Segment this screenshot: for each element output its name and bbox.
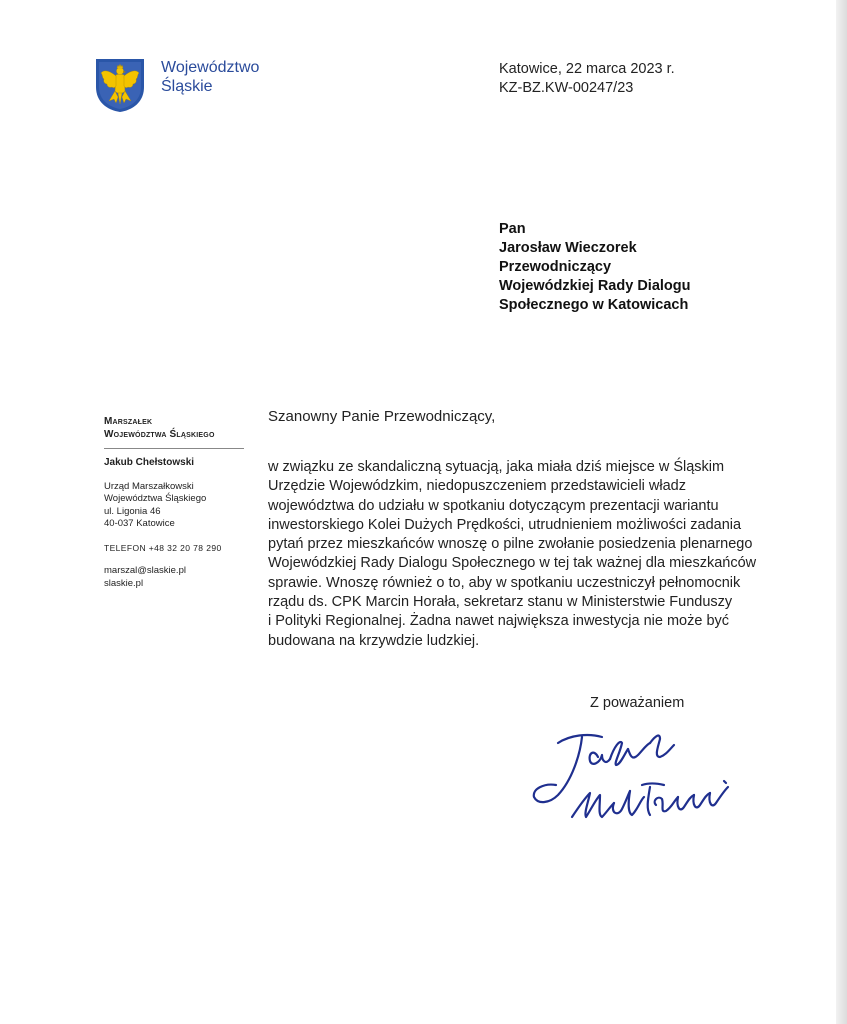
- body-line: inwestorskiego Kolei Dużych Prędkości, utrudnieniem możliwości zadania: [268, 516, 742, 533]
- letter-closing: Z poważaniem: [590, 695, 685, 711]
- addressee-line: Wojewódzkiej Rady Dialogu: [499, 278, 691, 294]
- silesian-eagle-crest-icon: [94, 57, 146, 113]
- addressee-line: Społecznego w Katowicach: [499, 297, 689, 313]
- body-line: i Polityki Regionalnej. Żadna nawet największa inwestycja nie może być: [268, 613, 730, 630]
- body-line: pytań przez mieszkańców wnoszę o pilne zwołanie posiedzenia plenarnego: [268, 536, 753, 553]
- brand-logotype: [161, 58, 259, 96]
- body-line: sprawie. Wnoszę również o to, aby w spotkaniu uczestniczył pełnomocnik: [268, 574, 741, 591]
- office-title-line1: Marszałek: [104, 416, 153, 427]
- addressee-line: Przewodniczący: [499, 259, 612, 275]
- sender-sidebar: [104, 416, 244, 590]
- sidebar-divider: [104, 448, 244, 449]
- sender-name: Jakub Chełstowski: [104, 457, 195, 468]
- address-line: 40-037 Katowice: [104, 518, 175, 529]
- brand-line2: Śląskie: [161, 78, 213, 95]
- sender-address: [104, 481, 244, 531]
- addressee-line: Jarosław Wieczorek: [499, 240, 637, 256]
- body-line: budowana na krzywdzie ludzkiej.: [268, 632, 480, 649]
- address-line: ul. Ligonia 46: [104, 505, 161, 517]
- body-line: rządu ds. CPK Marcin Horała, sekretarz stanu w Ministerstwie Funduszy: [268, 594, 733, 611]
- place-date: Katowice, 22 marca 2023 r.: [499, 61, 675, 77]
- brand-line1: Województwo: [161, 59, 260, 76]
- letter-body: [268, 458, 808, 651]
- date-and-reference: [499, 60, 675, 98]
- address-line: Urząd Marszałkowski: [104, 480, 194, 492]
- page-edge-shadow: [836, 0, 847, 1024]
- sender-email: marszal@slaskie.pl: [104, 565, 186, 576]
- address-line: Województwa Śląskiego: [104, 493, 207, 504]
- addressee-block: [499, 220, 690, 315]
- body-line: Wojewódzkiej Rady Dialogu Społecznego w tej tak ważnej dla mieszkańców: [268, 555, 757, 572]
- body-line: w związku ze skandaliczną sytuacją, jaka miała dziś miejsce w Śląskim: [268, 459, 725, 475]
- reference-number: KZ-BZ.KW-00247/23: [499, 80, 634, 96]
- body-line: Urzędzie Wojewódzkim, niedopuszczeniem przedstawicieli władz: [268, 478, 686, 495]
- body-line: województwa do udziału w spotkaniu dotyczącym prezentacji wariantu: [268, 497, 719, 514]
- sender-phone: TELEFON +48 32 20 78 290: [104, 542, 222, 553]
- sender-website: slaskie.pl: [104, 577, 144, 589]
- handwritten-signature-icon: [510, 725, 770, 835]
- letter-greeting: Szanowny Panie Przewodniczący,: [268, 408, 496, 425]
- office-title-line2: Województwa Śląskiego: [104, 428, 215, 440]
- addressee-line: Pan: [499, 221, 526, 237]
